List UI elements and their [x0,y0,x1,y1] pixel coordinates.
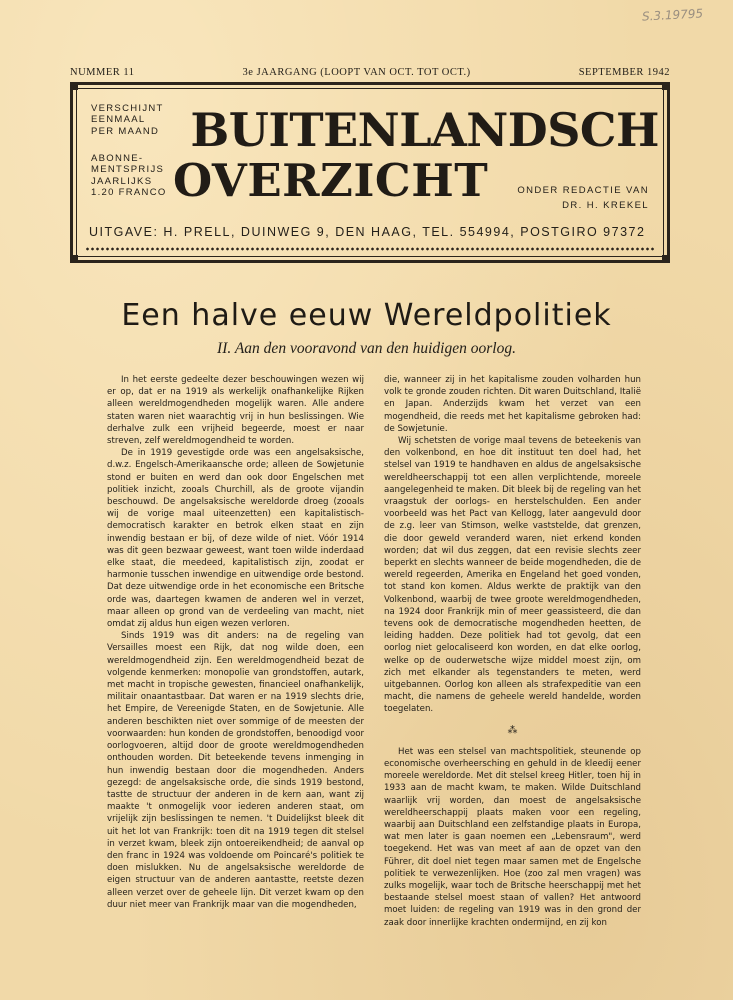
volume-info: 3e JAARGANG (LOOPT VAN OCT. TOT OCT.) [242,67,471,78]
price-line: 1.20 FRANCO [91,187,167,199]
frequency-line: VERSCHIJNT [91,103,164,114]
masthead-corner [70,82,78,90]
publisher-address: UITGAVE: H. PRELL, DUINWEG 9, DEN HAAG, TEL. 554994, POSTGIRO 97372 [89,225,646,239]
publication-title-line2: OVERZICHT [173,154,489,207]
issue-number: NUMMER 11 [70,67,135,78]
masthead-corner [70,255,78,263]
archive-pencil-mark: S.3.19795 [641,6,704,24]
article-column-left [107,374,364,911]
issue-date: SEPTEMBER 1942 [578,67,670,78]
article-paragraph: In het eerste gedeelte dezer beschouwingen wezen wij er op, dat er na 1919 als werkelijk onafhankelijke Rijken alleen wereldmogendheden mogelijk waren. Alle andere staten waren niet waarachtig vrij in hun beslissingen. Wie derhalve zulk een vrijheid begeerde, moest er naar streven, zelf wereldmogendheid te worden. [107,375,364,447]
frequency-line: EENMAAL [91,114,146,126]
dotted-rule [85,247,655,251]
subscription-price-note [91,153,175,199]
frequency-note [91,103,175,137]
publication-title-line1: BUITENLANDSCH [190,103,659,157]
article-subtitle: II. Aan den vooravond van den huidigen oorlog. [217,340,516,357]
section-separator: ⁂ [507,724,518,736]
article-paragraph: Het was een stelsel van machtspolitiek, steunende op economische overheersching en gehuld in de kleedij eener moreele wereldorde. Met dit stelsel kreeg Hitler, toen hij in 1933 aan de macht kwam, te maken. Wilde Duitschland waarlijk vrij worden, dan moest de angelsaksische wereldheerschappij plaats maken voor een regeling, waarbij aan Duitschland een zelfstandige plaats in Europa, wat men later is gaan noemen een „Lebensraum", werd toegekend. Het was van meet af aan de opzet van den Führer, dit doel niet tegen maar samen met de Engelsche politiek te verwezenlijken. Hoe (zoo zal men vragen) was zulks mogelijk, waar toch de Britsche heerschappij met het bestaande stelsel moest staan of vallen? Het antwoord moet luiden: de regeling van 1919 was in den grond der zaak door innerlijke krachten ondermijnd, en zij kon [384,746,641,928]
article-paragraph: die, wanneer zij in het kapitalisme zouden volharden hun volk te gronde zouden richten. Dit waren Duitschland, Italië en Japan. Anderzijds kwam het verzet van een mogendheid, die reeds met het kapitalisme gebroken had: de Sowjetunie. [384,375,641,434]
article-title: Een halve eeuw Wereldpolitiek [121,298,612,333]
masthead-corner [662,255,670,263]
frequency-line: PER MAAND [91,125,160,137]
article-paragraph: Sinds 1919 was dit anders: na de regeling van Versailles moest een Rijk, dat nog wilde doen, een wereldmogendheid zijn. Een wereldmogendheid bezat de volgende kenmerken: monopolie van grondstoffen, autark, met macht in tropische gewesten, financieel onafhankelijk, militair onaantastbaar. Dat waren er na 1919 slechts drie, het Empire, de Vereenigde Staten, en de Sowjetunie. Alle anderen beschikten niet over sommige of de meesten der voorwaarden: hun konden de grondstoffen, benoodigd voor oorlogvoeren, altijd door de groote wereldmogendheden onthouden worden. Dit beteekende tevens inmenging in hun inwendig bestaan door die mogendheden. Anders gezegd: de angelsaksische orde, die sinds 1919 bestond, tastte de structuur der anderen in de kern aan, want zij maakte 't onmogelijk voor iederen anderen staat, om vrijelijk zijn beslissingen te nemen. 't Duidelijkst bleek dit uit het lot van Frankrijk: toen dit na 1919 tegen dit stelsel in verzet kwam, bleek zijn ontoereikendheid; de aanval op den franc in 1924 was voldoende om Poincaré's politiek te doen mislukken. Nu de angelsaksische wereldorde de eigen structuur van de anderen aantastte, reetste dezen alleen verzet over de geheele lijn. Dit verzet kwam op den duur niet meer van Frankrijk maar van die mogendheden, [107,631,364,910]
issue-info-line [70,67,670,78]
masthead [70,82,670,263]
article-paragraph: Wij schetsten de vorige maal tevens de beteekenis van den volkenbond, en hoe dit instituut ten doel had, het stelsel van 1919 te handhaven en aldus de angelsaksische wereldheerschappij tot een allen verplichtende, moreele aangelegenheid te maken. Dit bleek bij de regeling van het vraagstuk der oorlogs- en herstelschulden. Een ander voorbeeld was het Pact van Kellogg, later aangevuld door de z.g. leer van Stimson, welke vaststelde, dat grenzen, die door geweld veranderd waren, niet erkend konden worden; dat wil dus zeggen, dat een revisie slechts zeer beperkt en slechts wanneer de beide mogendheden, die de wereld regeerden, Amerika en Engeland het goed vonden, tot stand kon komen. Aldus werkte de praktijk van den Volkenbond, waarbij de twee groote wereldmogendheden, na 1924 door Frankrijk min of meer geassisteerd, die dan tevens ook de democratische mogendheden heetten, de leiding hadden. Deze politiek had tot gevolg, dat een oorlog niet gelocaliseerd kon worden, en dat elke oorlog, welke op de ouderwetsche wijze middel moest zijn, om zich met elkander als tegenstanders te meten, werd uitgebannen. Oorlog kon alleen als strafexpeditie van een macht, die namens de geheele wereld handelde, worden toegelaten. [384,436,641,715]
editor-credit [517,183,649,213]
article-paragraph: De in 1919 gevestigde orde was een angelsaksische, d.w.z. Engelsch-Amerikaansche orde; alleen de Sowjetunie stond er buiten en werd dan ook door Engelschen met politiek inzicht, zooals Churchill, als de groote vijandin beschouwd. De angelsaksische wereldorde droeg (zooals wij de vorige maal uiteenzetten) een kapitalistisch-democratisch karakter en betrok elken staat en zijn inwendig bestaan er bij, of deze wilde of niet. Vóór 1914 was dit geen bezwaar geweest, want toen wilde inderdaad elke staat, die meedeed, kapitalistisch zijn, zoodat er harmonie tusschen inwendige en uitwendige orde bestond. Dat deze uitwendige orde in het economische een Britsche orde was, daartegen kwamen de anderen wel in verzet, maar alleen op grond van de verdeeling van macht, niet omdat zij aldus hun eigen wezen verloren. [107,448,364,630]
price-line: ABONNE- [91,153,144,164]
price-line: MENTSPRIJS [91,164,165,176]
masthead-corner [662,82,670,90]
editor-line: DR. H. KREKEL [562,200,649,211]
editor-line: ONDER REDACTIE VAN [517,185,649,196]
price-line: JAARLIJKS [91,175,153,187]
article-column-right [384,374,641,929]
